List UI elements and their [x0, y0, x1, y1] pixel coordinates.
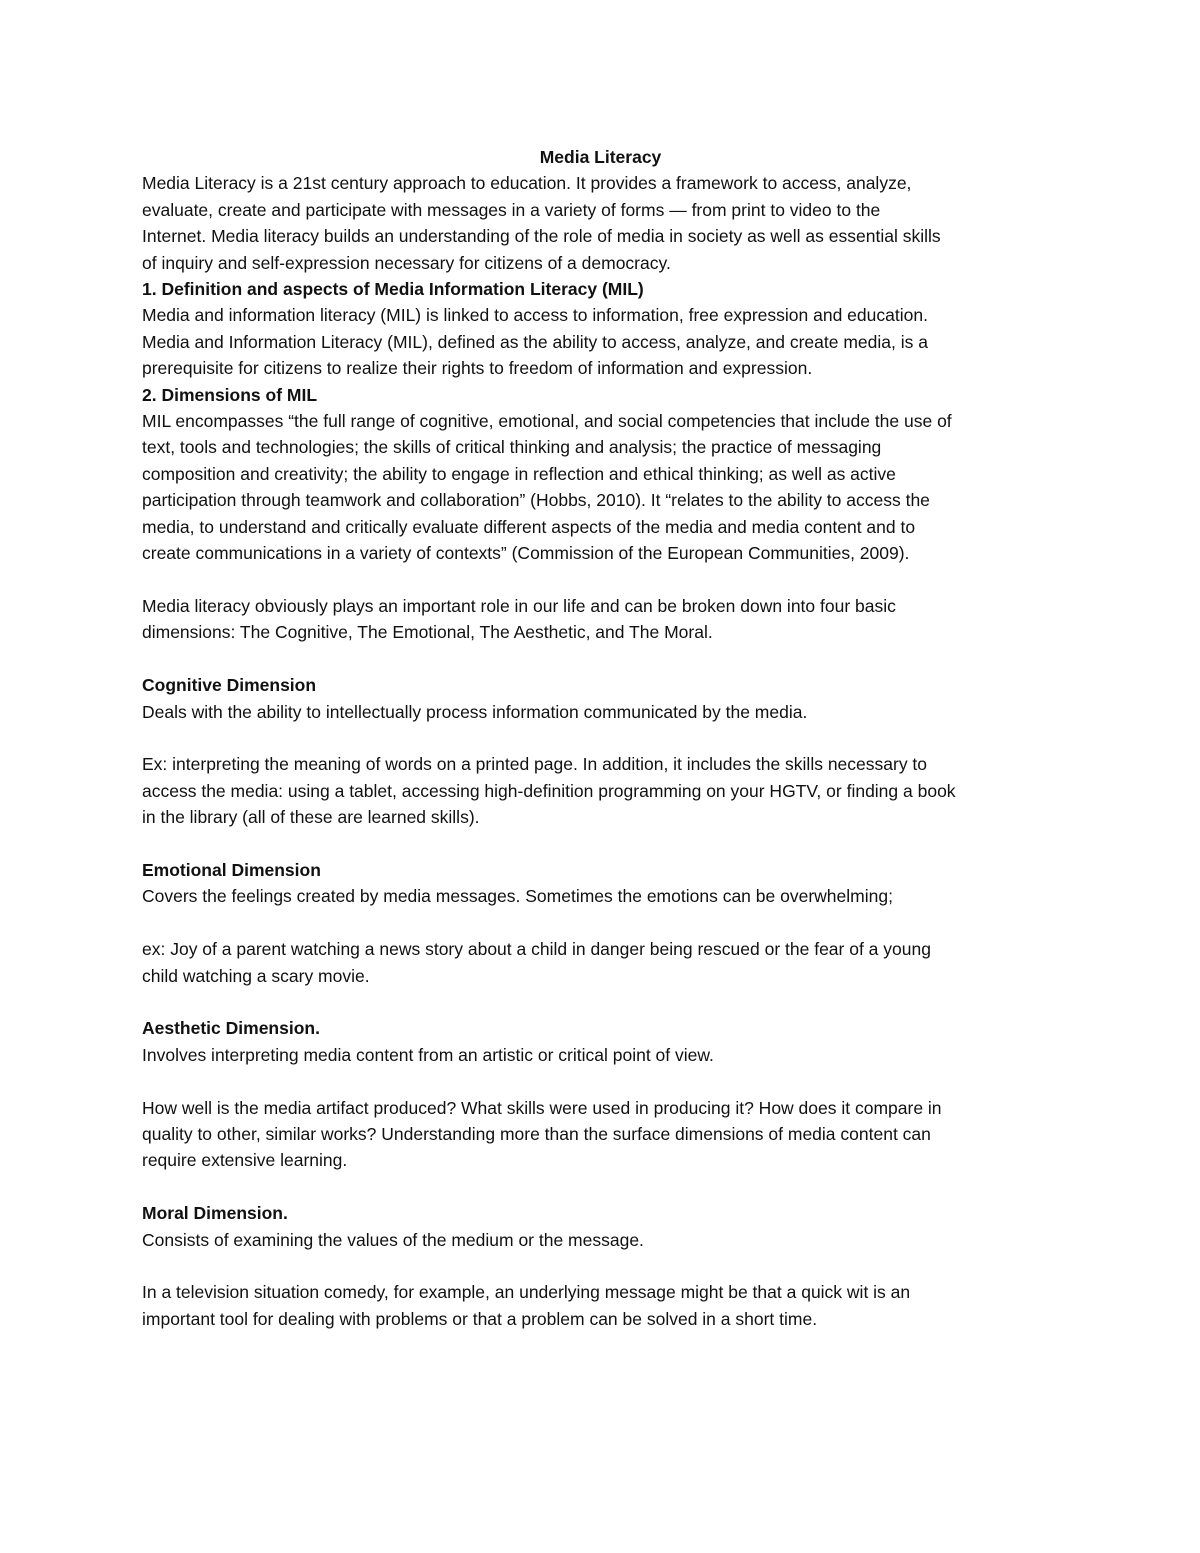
intro-line: Media Literacy is a 21st century approach to education. It provides a framework to access, analyze,	[142, 173, 912, 194]
aesthetic-definition: Involves interpreting media content from an artistic or critical point of view.	[142, 1044, 714, 1065]
moral-example-line: important tool for dealing with problems or that a problem can be solved in a short time.	[142, 1308, 818, 1329]
moral-definition: Consists of examining the values of the medium or the message.	[142, 1229, 644, 1250]
cognitive-example-line: access the media: using a tablet, accessing high-definition programming on your HGTV, or finding a book	[142, 780, 956, 801]
section1-paragraph	[142, 302, 1059, 381]
section2-line: participation through teamwork and collaboration” (Hobbs, 2010). It “relates to the ability to access the	[142, 490, 930, 511]
intro-paragraph	[142, 170, 1059, 276]
aesthetic-example-line: How well is the media artifact produced? What skills were used in producing it? How does it compare in	[142, 1097, 942, 1118]
emotional-heading: Emotional Dimension	[142, 859, 321, 880]
section2-line: text, tools and technologies; the skills of critical thinking and analysis; the practice of messaging	[142, 437, 882, 458]
aesthetic-heading: Aesthetic Dimension.	[142, 1018, 320, 1039]
dimensions-intro-line: dimensions: The Cognitive, The Emotional, The Aesthetic, and The Moral.	[142, 622, 713, 643]
emotional-example	[142, 936, 1059, 989]
section2-heading: 2. Dimensions of MIL	[142, 384, 318, 405]
intro-line: of inquiry and self-expression necessary for citizens of a democracy.	[142, 252, 671, 273]
section1-line: Media and information literacy (MIL) is linked to access to information, free expression and education.	[142, 305, 928, 326]
dimensions-intro-paragraph	[142, 593, 1059, 646]
intro-line: evaluate, create and participate with messages in a variety of forms — from print to video to the	[142, 199, 881, 220]
emotional-definition: Covers the feelings created by media messages. Sometimes the emotions can be overwhelming;	[142, 886, 893, 907]
aesthetic-example-line: require extensive learning.	[142, 1150, 348, 1171]
section1-line: prerequisite for citizens to realize their rights to freedom of information and expression.	[142, 358, 813, 379]
cognitive-definition: Deals with the ability to intellectually process information communicated by the media.	[142, 701, 808, 722]
intro-line: Internet. Media literacy builds an understanding of the role of media in society as well as essential skills	[142, 226, 941, 247]
emotional-example-line: ex: Joy of a parent watching a news story about a child in danger being rescued or the fear of a young	[142, 939, 931, 960]
moral-example-line: In a television situation comedy, for example, an underlying message might be that a quick wit is an	[142, 1282, 911, 1303]
moral-example	[142, 1279, 1059, 1332]
aesthetic-example	[142, 1095, 1059, 1174]
section2-paragraph	[142, 408, 1059, 566]
cognitive-example-line: Ex: interpreting the meaning of words on a printed page. In addition, it includes the skills necessary to	[142, 754, 928, 775]
emotional-example-line: child watching a scary movie.	[142, 965, 370, 986]
aesthetic-example-line: quality to other, similar works? Understanding more than the surface dimensions of media content can	[142, 1123, 931, 1144]
document-title: Media Literacy	[539, 147, 662, 167]
cognitive-heading: Cognitive Dimension	[142, 675, 317, 696]
cognitive-example	[142, 751, 1059, 830]
dimensions-intro-line: Media literacy obviously plays an important role in our life and can be broken down into four basic	[142, 595, 896, 616]
section1-line: Media and Information Literacy (MIL), defined as the ability to access, analyze, and create media, is a	[142, 331, 928, 352]
section2-line: MIL encompasses “the full range of cognitive, emotional, and social competencies that include the use of	[142, 411, 952, 432]
section2-line: composition and creativity; the ability to engage in reflection and ethical thinking; as well as active	[142, 463, 896, 484]
document-body	[142, 144, 1059, 1332]
cognitive-example-line: in the library (all of these are learned skills).	[142, 807, 480, 828]
section2-line: create communications in a variety of contexts” (Commission of the European Communities, 2009).	[142, 543, 910, 564]
moral-heading: Moral Dimension.	[142, 1203, 288, 1224]
section1-heading: 1. Definition and aspects of Media Information Literacy (MIL)	[142, 279, 644, 300]
section2-line: media, to understand and critically evaluate different aspects of the media and media content and to	[142, 516, 916, 537]
